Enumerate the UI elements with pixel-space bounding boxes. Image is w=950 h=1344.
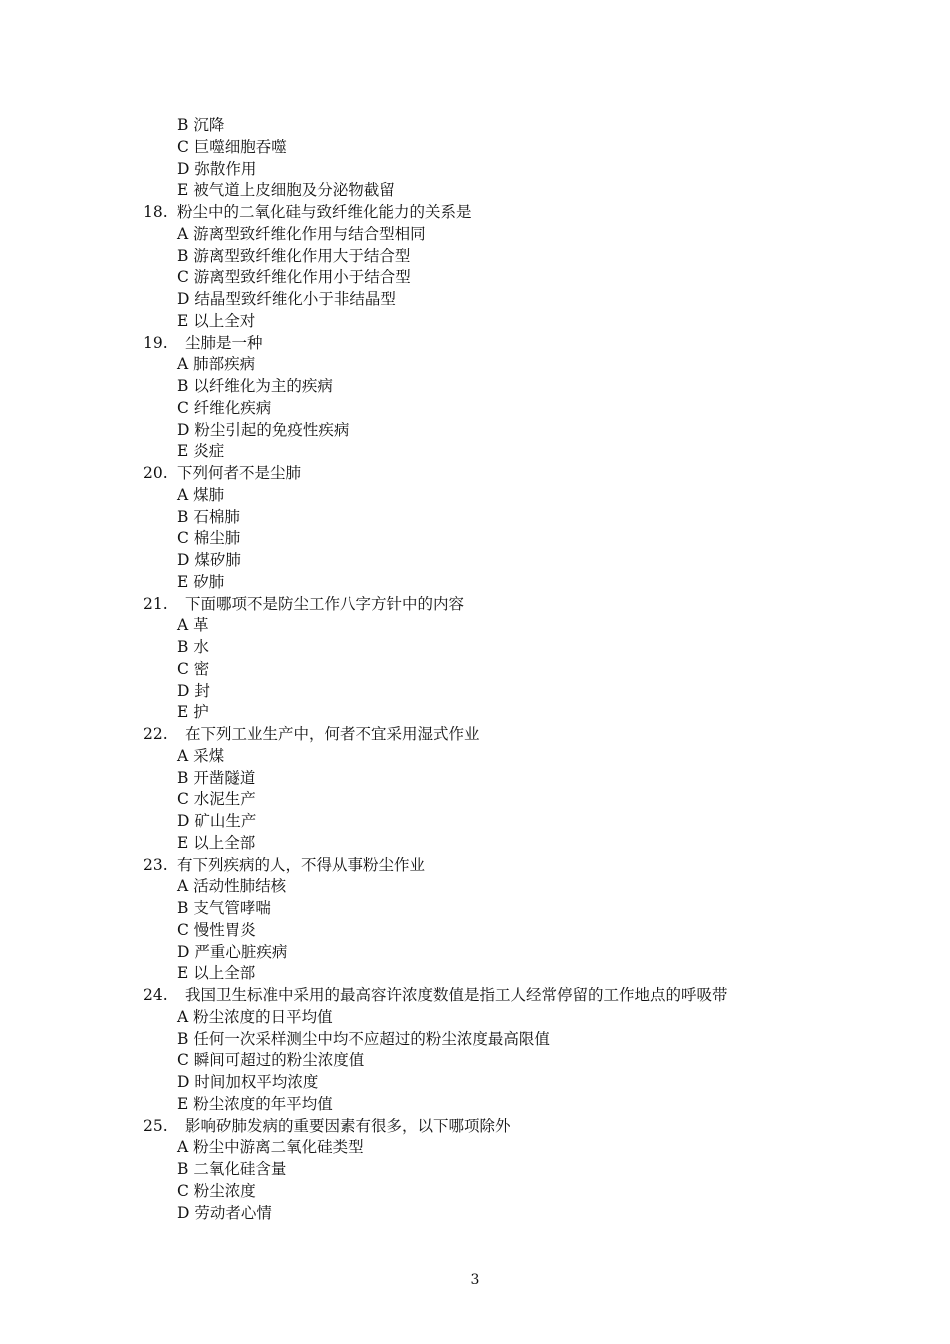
page-number: 3 (470, 1272, 480, 1288)
option-line: A 粉尘浓度的日平均值 (177, 1007, 333, 1026)
question-text: 我国卫生标准中采用的最高容许浓度数值是指工人经常停留的工作地点的呼吸带 (185, 986, 728, 1004)
question-text: 粉尘中的二氧化硅与致纤维化能力的关系是 (177, 203, 472, 221)
option-line: E 以上全部 (177, 964, 256, 983)
option-line: A 煤肺 (177, 485, 225, 504)
option-line: D 弥散作用 (177, 159, 257, 178)
option-line: C 水泥生产 (177, 790, 256, 809)
option-line: C 粉尘浓度 (177, 1181, 256, 1200)
question-number: 18. (143, 203, 168, 221)
option-line: C 棉尘肺 (177, 529, 241, 548)
question-stem (143, 985, 843, 1007)
question-stem (143, 463, 843, 485)
option-line: E 被气道上皮细胞及分泌物截留 (177, 181, 395, 200)
option-line: A 肺部疾病 (177, 355, 256, 374)
question-number: 19. (143, 333, 168, 352)
question-text: 影响矽肺发病的重要因素有很多，以下哪项除外 (185, 1116, 511, 1135)
option-line: B 支气管哮喘 (177, 899, 271, 917)
question-number: 23. (143, 855, 168, 874)
option-line: B 游离型致纤维化作用大于结合型 (177, 246, 411, 265)
option-line: D 煤矽肺 (177, 551, 241, 569)
option-line: D 封 (177, 681, 210, 700)
option-line: E 以上全对 (177, 311, 256, 330)
option-line: C 密 (177, 659, 210, 678)
option-line: D 严重心脏疾病 (177, 942, 288, 961)
option-line: E 粉尘浓度的年平均值 (177, 1094, 333, 1113)
option-line: E 炎症 (177, 442, 225, 461)
option-line: A 活动性肺结核 (177, 877, 287, 896)
option-line: B 开凿隧道 (177, 768, 256, 787)
question-stem (143, 202, 843, 224)
option-line: B 沉降 (177, 116, 225, 134)
option-line: D 时间加权平均浓度 (177, 1073, 319, 1091)
option-line: C 巨噬细胞吞噬 (177, 137, 287, 156)
question-text: 在下列工业生产中，何者不宜采用湿式作业 (185, 725, 480, 743)
option-line: C 瞬间可超过的粉尘浓度值 (177, 1051, 365, 1070)
option-line: C 慢性胃炎 (177, 920, 256, 939)
question-stem (143, 594, 843, 616)
option-line: A 革 (177, 616, 209, 635)
question-text: 有下列疾病的人，不得从事粉尘作业 (177, 855, 426, 874)
question-stem (143, 1116, 843, 1138)
option-line: B 二氧化硅含量 (177, 1160, 287, 1178)
question-number: 21. (143, 594, 168, 613)
option-line: A 采煤 (177, 746, 225, 765)
option-line: D 劳动者心情 (177, 1203, 272, 1222)
question-stem (143, 855, 843, 877)
option-line: D 结晶型致纤维化小于非结晶型 (177, 290, 396, 308)
question-text: 尘肺是一种 (185, 333, 263, 352)
question-stem (143, 724, 843, 746)
option-line: E 矽肺 (177, 572, 225, 591)
question-text: 下面哪项不是防尘工作八字方针中的内容 (185, 594, 465, 613)
option-line: A 游离型致纤维化作用与结合型相同 (177, 224, 426, 243)
option-line: B 石棉肺 (177, 507, 240, 526)
option-line: E 护 (177, 703, 209, 722)
option-line: D 粉尘引起的免疫性疾病 (177, 420, 350, 439)
option-line: A 粉尘中游离二氧化硅类型 (177, 1138, 364, 1157)
question-number: 22. (143, 725, 168, 743)
option-line: B 以纤维化为主的疾病 (177, 377, 333, 395)
question-number: 25. (143, 1116, 168, 1135)
option-line: C 游离型致纤维化作用小于结合型 (177, 268, 411, 287)
question-stem (143, 333, 843, 355)
option-line: B 任何一次采样测尘中均不应超过的粉尘浓度最高限值 (177, 1029, 550, 1048)
question-number: 24. (143, 986, 168, 1004)
option-line: C 纤维化疾病 (177, 398, 272, 417)
option-line: B 水 (177, 638, 209, 656)
question-number: 20. (143, 464, 168, 482)
option-line: E 以上全部 (177, 833, 256, 852)
question-text: 下列何者不是尘肺 (177, 464, 302, 482)
question-list (143, 115, 843, 1224)
option-line: D 矿山生产 (177, 812, 257, 830)
